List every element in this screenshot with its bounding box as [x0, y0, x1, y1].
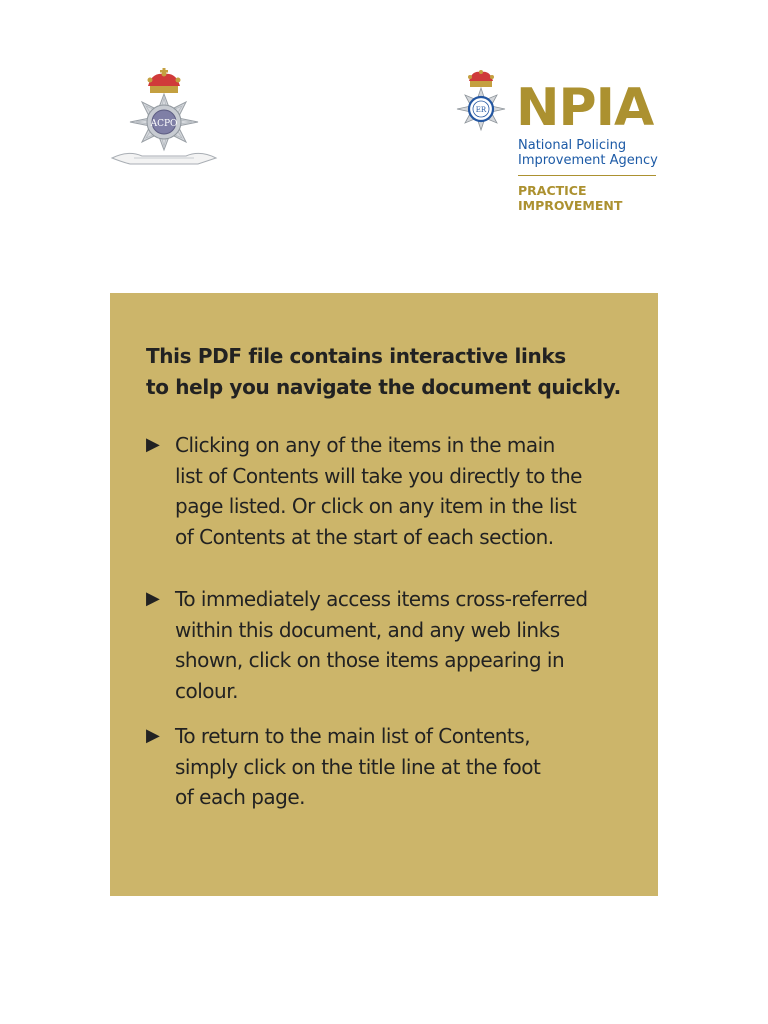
- npia-agency-name-line: Improvement Agency: [518, 153, 658, 168]
- npia-agency-name: [518, 138, 678, 168]
- panel-intro-heading: [146, 341, 622, 403]
- list-item-text: [175, 721, 540, 813]
- acpo-logo: [108, 66, 220, 176]
- npia-division-line: IMPROVEMENT: [518, 198, 623, 213]
- play-arrow-icon: ▶: [146, 725, 160, 746]
- list-item-line: within this document, and any web links: [175, 617, 560, 642]
- list-item-line: list of Contents will take you directly to the: [175, 463, 582, 488]
- navigation-help-panel: [110, 293, 658, 896]
- npia-wordmark: NPIA: [516, 78, 654, 138]
- panel-intro-line: This PDF file contains interactive links: [146, 344, 566, 368]
- list-item-line: Clicking on any of the items in the main: [175, 433, 555, 457]
- police-star-emblem-icon: [451, 68, 511, 142]
- list-item-line: To immediately access items cross-referred: [175, 587, 588, 611]
- acpo-crest-label: ACPO: [150, 119, 178, 129]
- npia-emblem-label: ER: [475, 106, 487, 114]
- list-item-line: of Contents at the start of each section.: [175, 524, 554, 549]
- list-item-text: [175, 584, 588, 706]
- list-item-line: page listed. Or click on any item in the list: [175, 494, 577, 518]
- list-item-line: To return to the main list of Contents,: [175, 724, 531, 748]
- play-arrow-icon: ▶: [146, 588, 160, 609]
- npia-divider: [518, 175, 656, 176]
- npia-emblem: [451, 68, 511, 142]
- list-item-line: simply click on the title line at the foot: [175, 754, 541, 779]
- npia-division-line: PRACTICE: [518, 183, 587, 198]
- play-arrow-icon: ▶: [146, 434, 160, 455]
- npia-division-label: [518, 183, 622, 213]
- list-item-text: [175, 430, 582, 552]
- list-item-line: shown, click on those items appearing in: [175, 648, 565, 672]
- acpo-crest-icon: [108, 66, 220, 176]
- panel-intro-line: to help you navigate the document quickly.: [146, 375, 621, 399]
- list-item-line: colour.: [175, 678, 238, 703]
- list-item-line: of each page.: [175, 785, 306, 809]
- npia-agency-name-line: National Policing: [518, 138, 627, 153]
